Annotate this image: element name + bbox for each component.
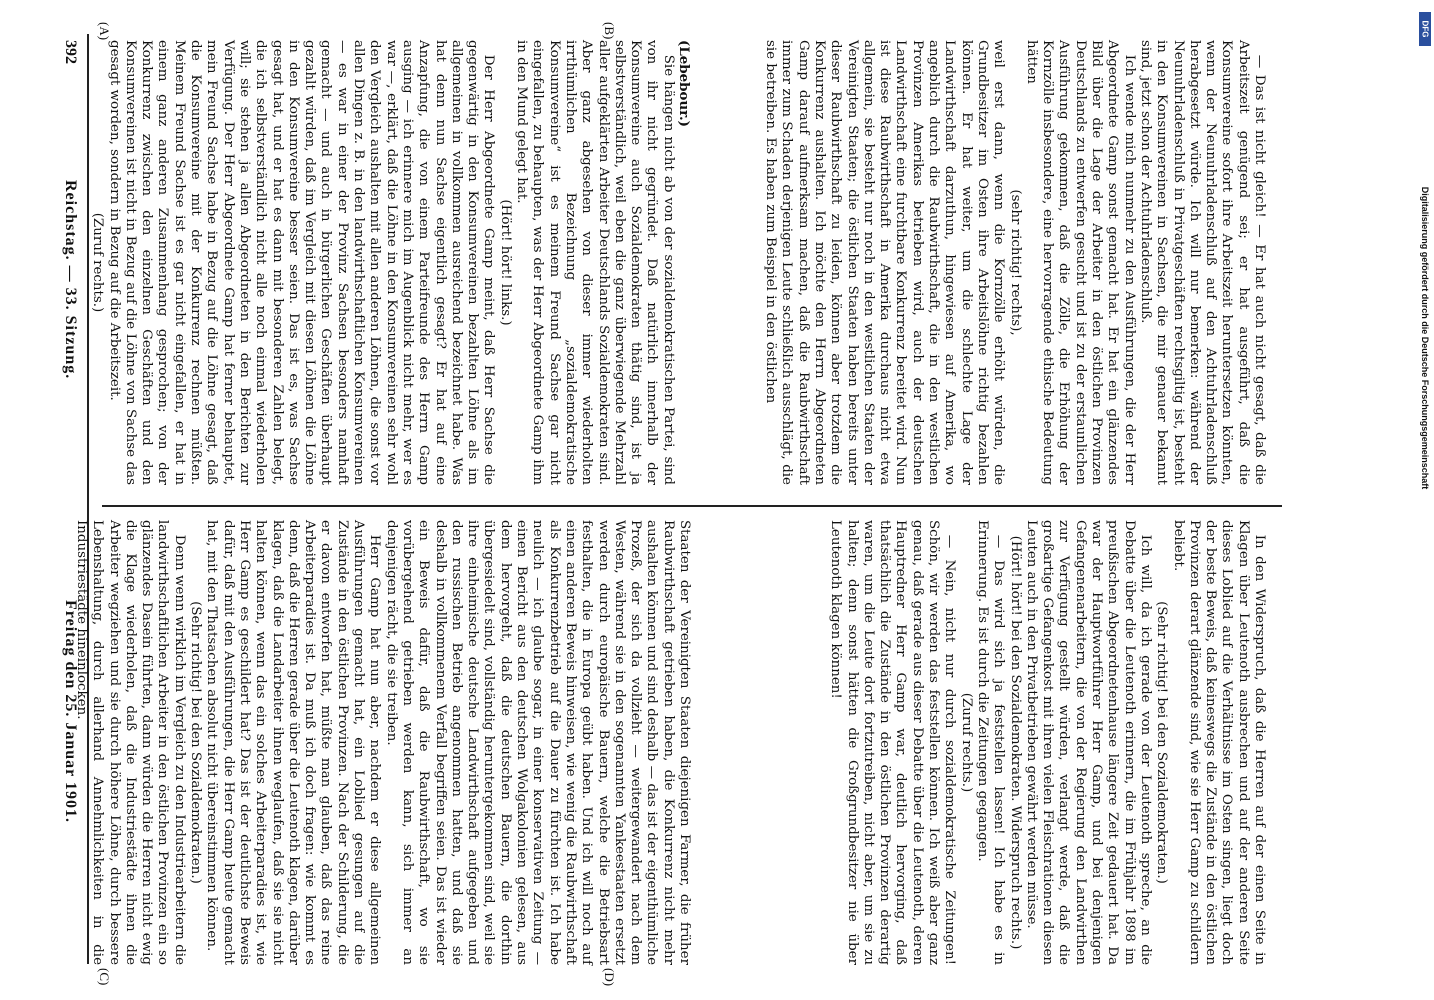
digitization-credit: Digitalisierung gefördert durch die Deutsche Forschungsgemeinschaft: [1420, 186, 1430, 490]
paragraph: Herr Gamp hat nun aber, nachdem er diese allgemeinen Ausführungen gemacht hat, ein Loblied gesungen auf die Zustände in den östlichen Provinzen. Nach der Schilderung, die er davon entworfen hat, müßte man glauben, daß das reine Arbeiterparadies ist. Da muß ich doch fragen: wie kommt es denn, daß die Herren gerade über die Leutenoth klagen, darüber klagen, daß die Landarbeiter ihnen weglaufen, daß sie sie nicht halten können, wenn das ein solches Arbeiterparadies ist, wie Herr Gamp es geschildert hat? Das ist der deutlichste Beweis dafür, daß mit den Ausführungen, die Herr Gamp heute gemacht hat, mit den Thatsachen absolut nicht übereinstimmen können.: [204, 520, 383, 965]
header-title: Reichstag. — 33. Sitzung.: [62, 180, 79, 380]
speaker-name: (Lebebour.): [676, 40, 692, 128]
margin-marker-c: (C): [97, 968, 112, 986]
paragraph: — Das ist nicht gleich! — Er hat auch nicht gesagt, daß die Arbeitszeit genügend sei; er hat ausgeführt, daß die Konsumvereine sofort ihre Arbeitszeit heruntersetzen könnten, wenn der Neunuhrladenschluß auf den Achtuhrladenschluß herabgesetzt würde. Ich will nur bemerken: während der Neunuhrladenschluß in Privatgeschäften rechtsgiltig ist, besteht in den Konsumvereinen in Sachsen, die mir genauer bekannt sind, jetzt schon der Achtuhrladenschluß.: [1137, 40, 1267, 485]
remark: (Sehr richtig! bei den Sozialdemokraten.): [1154, 601, 1170, 884]
page-number: 392: [62, 40, 79, 64]
paragraph: — Nein, nicht nur durch sozialdemokratische Zeitungen! Schön, wir werden das feststellen können. Ich weiß aber ganz genau, daß gerade aus dieser Debatte über die Leutenoth, deren Hauptredner Herr Gamp war, deutlich hervorging, daß thatsächlich die Zustände in den östlichen Provinzen derartig waren, um die Leute dort fortzutreiben, nicht aber, um sie zu halten; denn sonst hätten die Großgrundbesitzer nie über Leutenoth klagen können!: [828, 520, 958, 965]
paragraph: Ich will, da ich gerade von der Leutenoth spreche, an die Debatte über die Leutenoth erinnern, die im Frühjahr 1898 im preußischen Abgeordnetenhause längere Zeit gedauert hat. Da war der Hauptwortführer Herr Gamp, und bei denjenigen Gefangenenarbeitern, die von der Regierung den Landwirthen zur Verfügung gestellt würden, verlangt werde, daß die großartige Gefangenkost mit ihren vielen Fleischrationen diesen Leuten auch in den Privatbetrieben gewährt werden müsse.: [1023, 520, 1153, 965]
remark: (Zuruf rechts.): [90, 212, 106, 313]
header-date: Freitag den 25. Januar 1901.: [62, 600, 79, 823]
text-column-2: [677, 40, 1267, 485]
paragraph: In den Widerspruch, daß die Herren auf der einen Seite in Klagen über Leutenoth ausbrechen und auf der anderen Seite dieses Loblied auf die Verhältnisse im Osten singen, liegt doch der beste Beweis, daß keineswegs die Zustände in den östlichen Provinzen derart glänzende sind, wie sie Herr Gamp zu schildern beliebt.: [1170, 520, 1267, 965]
dfg-logo: DFG: [1419, 12, 1431, 46]
text-column-3: [74, 520, 692, 965]
text-column-4: [677, 520, 1267, 965]
paragraph: Staaten der Vereinigten Staaten diejenigen Farmer, die früher Raubwirthschaft getrieben haben, die Konkurrenz nicht mehr aushalten können und sind deshalb — das ist der eigenthümliche Prozeß, der sich da vollzieht — weitergewandert nach dem Westen, während sie in den sogenannten Yankeestaaten ersetzt werden durch europäische Bauern, welche die Betriebsart festhalten, die in Europa geübt haben. Und ich will noch auf einen anderen Beweis hinweisen, wie wenig die Raubwirthschaft als Konkurrenzbetrieb auf die Dauer zu fürchten ist. Ich habe neulich — ich glaube sogar, in einer konservativen Zeitung — einen Bericht aus den deutschen Wolgakolonien gelesen, aus dem hervorgeht, daß die deutschen Bauern, die dorthin übergesiedelt sind, vollständig heruntergekommen sind, weil sie ihre einheimische deutsche Landwirthschaft aufgegeben und den russischen Betrieb angenommen hatten, und daß sie deshalb in vollkommenem Verfall begriffen seien. Das ist wieder ein Beweis dafür, daß die Raubwirthschaft, wo sie vorübergehend getrieben werden kann, sich immer an denjenigen rächt, die sie treiben.: [383, 520, 692, 965]
remark: (Zuruf rechts.): [958, 692, 974, 793]
margin-marker-b: (B): [602, 22, 617, 40]
margin-marker-d: (D): [602, 968, 617, 987]
paragraph: weil erst dann, wenn die Kornzölle erhöht würden, die Grundbesitzer im Osten ihre Arbeitslöhne richtig bezahlen können. Er hat weiter, um die schlechte Lage der Landwirthschaft darzuthun, hingewiesen auf Amerika, wo angeblich durch die Raubwirthschaft, die in den westlichen Provinzen Amerikas betrieben wird, auch der deutschen Landwirthschaft eine furchtbare Konkurrenz bereitet wird. Nun ist diese Raubwirthschaft in Amerika durchaus nicht etwa allgemein, sie besteht nur noch in den westlichen Staaten der Vereinigten Staaten; die östlichen Staaten haben bereits unter dieser Raubwirthschaft zu leiden, können aber trotzdem die Konkurrenz aushalten. Ich möchte den Herrn Abgeordneten Gamp darauf aufmerksam machen, daß die Raubwirthschaft immer zum Schaden derjenigen Leute schließlich ausschlägt, die sie betreiben. Es haben zum Beispiel in den östlichen: [763, 40, 1007, 485]
remark: (sehr richtig! rechts),: [1007, 189, 1023, 336]
paragraph: — Das wird sich ja feststellen lassen! Ich habe es in Erinnerung. Es ist durch die Zeitungen gegangen.: [974, 520, 1007, 965]
digitization-stamp: [1419, 8, 1431, 988]
paragraph: Sie hängen nicht ab von der sozialdemokratischen Partei, sind von ihr nicht gegründet. Daß natürlich innerhalb der Konsumvereine auch Sozialdemokraten thätig sind, ist ja selbstverständlich, weil eben die ganz überwiegende Mehrzahl aller aufgeklärten Arbeiter Deutschlands Sozialdemokraten sind. Aber ganz abgesehen von dieser immer wiederholten irrthümlichen Bezeichnung „sozialdemokratische Konsumvereine“ ist es meinem Freund Sachse gar nicht eingefallen, zu behaupten, was der Herr Abgeordnete Gamp ihm in den Mund gelegt hat.: [514, 40, 676, 485]
paragraph: Der Herr Abgeordnete Gamp meint, daß Herr Sachse die gegenwärtig in den Konsumvereinen bezahlten Löhne als im allgemeinen in vollkommen ausreichend bezeichnet habe. Was hat denn nun Sachse eigentlich gesagt? Er hat auf eine Anzapfung, die von einem Parteifreunde des Herrn Gamp ausging — ich erinnere mich im Augenblick nicht mehr, wer es war —, erklärt, daß die Löhne in den Konsumvereinen sehr wohl den Vergleich aushalten mit allen anderen Löhnen, die sonst vor allen Dingen z. B. in den landwirthschaftlichen Konsumvereinen — es war in einer der Provinz Sachsen besonders namhaft gemacht — und auch in bürgerlichen Geschäften überhaupt gezahlt würden, daß im Vergleich mit diesen Löhnen die Löhne in den Konsumvereine besser seien. Das ist es, was Sachse gesagt hat, und er hat es dann mit besonderen Zahlen belegt, die ich selbstverständlich nicht alle noch einmal wiederholen will; sie stehen ja allen Abgeordneten in den Berichten zur Verfügung. Der Herr Abgeordnete Gamp hat ferner behauptet, mein Freund Sachse habe in Bezug auf die Löhne gesagt, daß die Konsumvereine mit der Konkurrenz rechnen müßten. Meinem Freund Sachse ist es gar nicht eingefallen, er hat in einem ganz anderen Zusammenhang gesprochen; von der Konkurrenz zwischen den einzelnen Geschäften und den Konsumvereinen ist nicht in Bezug auf die Löhne von Sachse das gesagt worden, sondern in Bezug auf die Arbeitszeit.: [106, 40, 497, 485]
remark: (Hört! hört! bei den Sozialdemokraten. Widerspruch rechts.): [1007, 535, 1023, 950]
paragraph: Denn wenn wirklich im Vergleich zu den Industriearbeitern die landwirthschaftlichen Arbeiter in den östlichen Provinzen ein so glänzendes Dasein führten, dann würden die Herren nicht ewig die Klage wiederholen, daß die Industriestädte ihnen die Arbeiter wegziehen und sie durch höhere Löhne, durch bessere Lebenshaltung, durch allerhand Annehmlichkeiten in die Industriestädte hineinlocken.: [74, 520, 187, 965]
text-column-1: [90, 40, 692, 485]
remark: (Sehr richtig! bei den Sozialdemokraten.): [188, 601, 204, 884]
remark: (Hört! hört! links.): [497, 199, 513, 326]
paragraph: Ich wende mich nunmehr zu den Ausführungen, die der Herr Abgeordnete Gamp sonst gemacht hat. Er hat ein glänzendes Bild über die Lage der Arbeiter in den östlichen Provinzen Deutschlands zu entwerfen gesucht und ist zu der erstaunlichen Ausführung gekommen, daß die Zölle, die Erhöhung der Kornzölle insbesondere, eine hervorragende ethische Bedeutung hätten: [1023, 40, 1137, 485]
margin-marker-a: (A): [97, 22, 112, 41]
column-divider: [102, 505, 1282, 507]
